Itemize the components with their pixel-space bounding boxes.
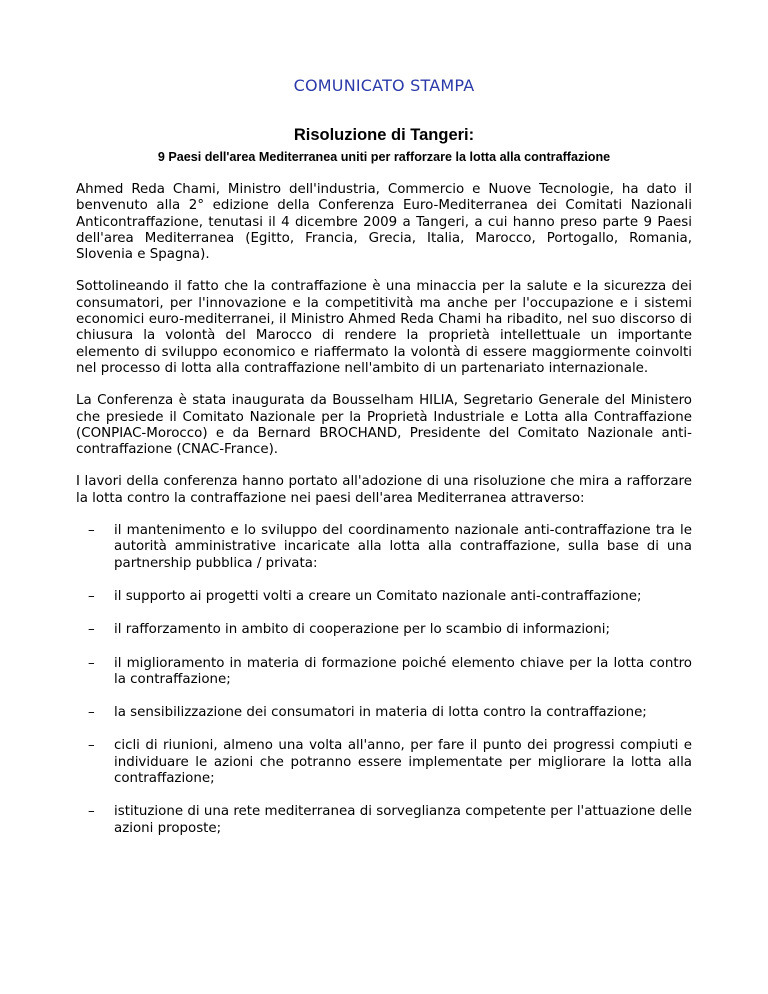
list-dash: – — [88, 738, 95, 754]
paragraph-intro: Ahmed Reda Chami, Ministro dell'industria, Commercio e Nuove Tecnologie, ha dato il benvenuto alla 2° edizione della Conferenza Euro-Mediterranea dei Comitati Nazionali Anticontraffazione, tenutasi il 4 dicembre 2009 a Tangeri, a cui hanno preso parte 9 Paesi dell'area Mediterranea (Egitto, Francia, Grecia, Italia, Marocco, Portogallo, Romania, Slovenia e Spagna). — [76, 182, 692, 263]
list-item — [76, 656, 692, 689]
list-item-text: la sensibilizzazione dei consumatori in materia di lotta contro la contraffazione; — [114, 705, 647, 721]
list-item-text: il supporto ai progetti volti a creare un Comitato nazionale anti-contraffazione; — [114, 588, 642, 604]
paragraph-minister-statement: Sottolineando il fatto che la contraffazione è una minaccia per la salute e la sicurezza dei consumatori, per l'innovazione e la competitività ma anche per l'occupazione e i sistemi economici euro-mediterranei, il Ministro Ahmed Reda Chami ha ribadito, nel suo discorso di chiusura la volontà del Marocco di rendere la proprietà intellettuale un importante elemento di sviluppo economico e riaffermato la volontà di essere maggiormente coinvolti nel processo di lotta alla contraffazione nell'ambito di un partenariato internazionale. — [76, 279, 692, 376]
list-item-text: il miglioramento in materia di formazione poiché elemento chiave per la lotta contro la contraffazione; — [114, 655, 692, 687]
list-item — [76, 589, 692, 605]
paragraph-resolution-intro: I lavori della conferenza hanno portato all'adozione di una risoluzione che mira a rafforzare la lotta contro la contraffazione nei paesi dell'area Mediterranea attraverso: — [76, 474, 692, 506]
list-item-text: il mantenimento e lo sviluppo del coordinamento nazionale anti-contraffazione tra le autorità amministrative incaricate alla lotta alla contraffazione, sulla base di una partnership pubblica / privata: — [114, 523, 692, 571]
list-dash: – — [88, 523, 95, 539]
list-item — [76, 523, 692, 572]
list-dash: – — [88, 588, 95, 604]
list-item-text: istituzione di una rete mediterranea di sorveglianza competente per l'attuazione delle azioni proposte; — [114, 804, 692, 836]
list-item — [76, 738, 692, 787]
list-item-text: cicli di riunioni, almeno una volta all'anno, per fare il punto dei progressi compiuti e individuare le azioni che potranno essere implementate per migliorare la lotta alla contraffazione; — [114, 738, 692, 787]
press-release-label: COMUNICATO STAMPA — [293, 76, 475, 95]
list-dash: – — [88, 655, 95, 671]
list-item-text: il rafforzamento in ambito di cooperazione per lo scambio di informazioni; — [114, 622, 610, 638]
resolution-measures-list — [76, 523, 692, 837]
headline: Risoluzione di Tangeri: — [293, 126, 475, 144]
subheadline: 9 Paesi dell'area Mediterranea uniti per rafforzare la lotta alla contraffazione — [157, 150, 611, 164]
list-dash: – — [88, 705, 95, 721]
list-item — [76, 622, 692, 638]
list-dash: – — [88, 622, 95, 638]
document-body — [76, 182, 692, 854]
list-item — [76, 705, 692, 721]
list-item — [76, 804, 692, 837]
paragraph-conference-opening: La Conferenza è stata inaugurata da Bousselham HILIA, Segretario Generale del Ministero che presiede il Comitato Nazionale per la Proprietà Industriale e Lotta alla Contraffazione (CONPIAC-Morocco) e da Bernard BROCHAND, Presidente del Comitato Nazionale anti-contraffazione (CNAC-France). — [76, 393, 692, 458]
list-dash: – — [88, 804, 95, 820]
